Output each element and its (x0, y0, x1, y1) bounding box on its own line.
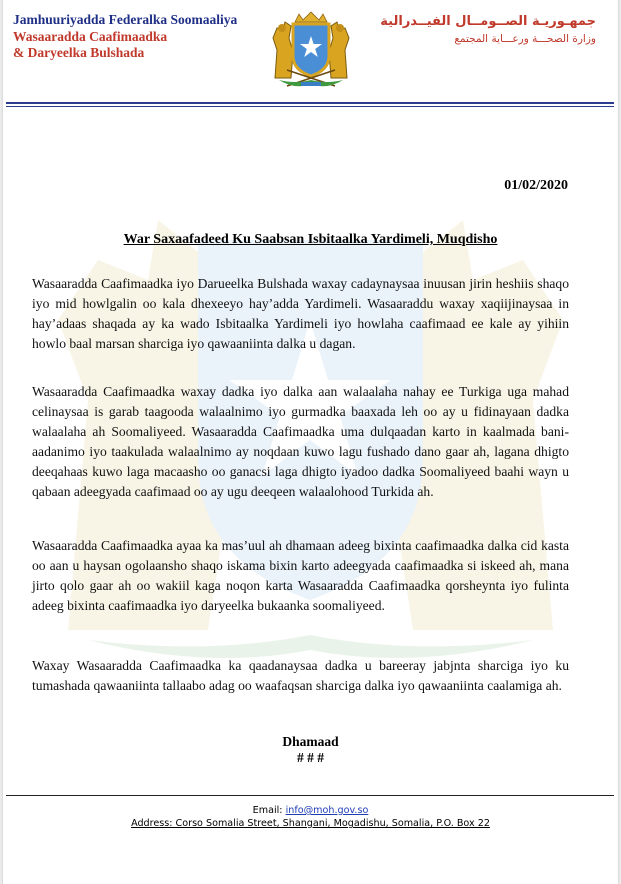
somalia-coat-of-arms-icon (265, 8, 357, 90)
letterhead-arabic (380, 14, 596, 45)
letterhead-republic-name: Jamhuuriyadda Federalka Soomaaliya (13, 12, 238, 27)
letterhead-arabic-ministry: وزارة الصحـــة ورعـــاية المجتمع (454, 33, 596, 45)
press-release-title: War Saxaafadeed Ku Saabsan Isbitaalka Yardimeli, Muqdisho (123, 232, 498, 247)
letterhead-arabic-republic: جمهـوريـة الصــومــال الفيــدرالية (380, 14, 596, 29)
header-divider-thin (6, 106, 614, 107)
postal-address: Address: Corso Somalia Street, Shangani, Mogadishu, Somalia, P.O. Box 22 (131, 818, 490, 829)
document-page (3, 0, 618, 884)
body-paragraph: Waxay Wasaaradda Caafimaadka ka qaadanaysaa dadka u bareeray jabjnta sharciga iyo ku tumashada qawaaniinta tallaabo adag oo waafaqsan sharciga dalka iyo qawaaniinta caalamiga ah. (32, 658, 569, 693)
email-label: Email: (252, 805, 283, 816)
footer-divider (6, 795, 614, 796)
body-paragraph: Wasaaradda Caafimaadka waxay dadka iyo dalka aan walaalaha nahay ee Turkiga uga mahad celinaysaa is garab taagooda walaalnimo iyo gurmadka baaxada leh oo ay u fidinayaan dadka walaalaha ah Soomaliyeed. Wasaaradda Caafimaadka uma dulqaadan karto in kaalmada bani-aadanimo iyo taakulada walaalnimo ay noqdaan kuwo lagu fushado dano gaar ah, lagana dhigto deeqahaas kuwo laga macaasho oo ganacsi laga dhigto iyadoo dadka Soomaliyeed baahi wayn u qabaan adeegyada caafimaad oo ay ugu deeqeen walaalohood Turkida ah. (32, 384, 569, 499)
closing-word: Dhamaad (282, 734, 339, 749)
body-paragraph: Wasaaradda Caafimaadka ayaa ka mas’uul ah dhamaan adeeg bixinta caafimaadka dalka cid kasta oo aan u haysan ogolaansho shaqo iskama bixin karto adeegyada caafimaadka si iskeed ah, mana jirto qolo gaar ah oo wakiil kaga noqon karta Wasaaradda Caafimaadka qorsheynta iyo fulinta adeeg bixinta caafimaadka iyo daryeelka bukaanka soomaliyeed. (32, 538, 569, 613)
letterhead-ministry-name-cont: & Daryeelka Bulshada (13, 45, 145, 60)
letterhead-somali (13, 12, 237, 62)
letterhead-ministry-name: Wasaaradda Caafimaadka (13, 28, 168, 44)
letter-date: 01/02/2020 (504, 178, 568, 193)
closing-block (3, 734, 618, 766)
header-divider (6, 102, 614, 104)
body-paragraph: Wasaaradda Caafimaadka iyo Darueelka Bulshada waxay cadaynaysaa inuusan jirin heshiis shaqo iyo mid howlgalin oo kala dhexeeyo hay’adda Yardimeli. Wasaaraddu waxay xaqiijinaysaa in hay’adaas shaqada ay ka wado Isbitaalka Yardimeli iyo howlaha caafimaad ee kale ay yihiin howlo baal marsan sharciga iyo qawaaniinta dalka u dagan. (32, 276, 569, 351)
footer (3, 804, 618, 830)
closing-marks: # # # (297, 750, 324, 765)
email-link[interactable]: info@moh.gov.so (285, 805, 369, 816)
